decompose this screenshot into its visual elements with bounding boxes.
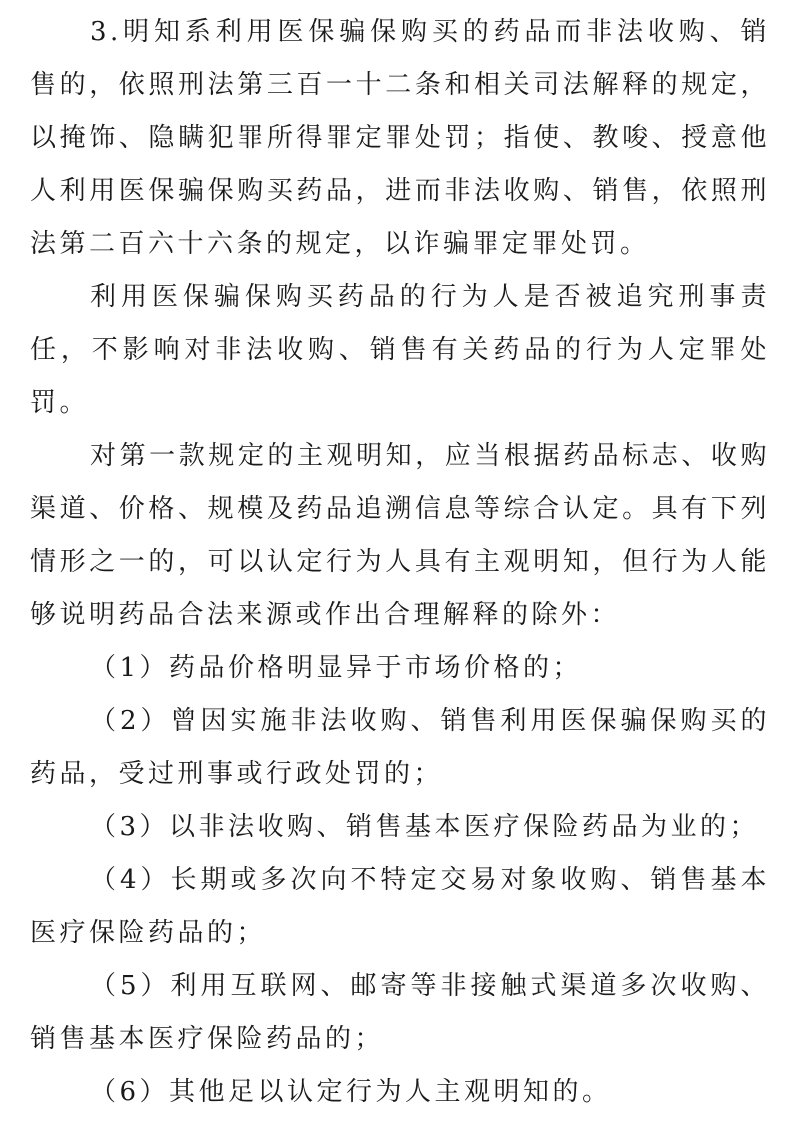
document-body	[30, 6, 770, 1119]
list-item-4: （4）长期或多次向不特定交易对象收购、销售基本医疗保险药品的；	[30, 865, 770, 948]
list-item-1: （1）药品价格明显异于市场价格的；	[90, 653, 583, 683]
list-item-6: （6）其他足以认定行为人主观明知的。	[90, 1077, 612, 1107]
list-item-5: （5）利用互联网、邮寄等非接触式渠道多次收购、销售基本医疗保险药品的；	[30, 971, 770, 1054]
paragraph-subjective-knowledge: 对第一款规定的主观明知，应当根据药品标志、收购渠道、价格、规模及药品追溯信息等综合认定。具有下列情形之一的，可以认定行为人具有主观明知，但行为人能够说明药品合法来源或作出合理解释的除外：	[30, 441, 770, 630]
list-item-2: （2）曾因实施非法收购、销售利用医保骗保购买的药品，受过刑事或行政处罚的；	[30, 706, 770, 789]
paragraph-item-3-knowing-purchase: 3.明知系利用医保骗保购买的药品而非法收购、销售的，依照刑法第三百一十二条和相关司法解释的规定，以掩饰、隐瞒犯罪所得罪定罪处罚；指使、教唆、授意他人利用医保骗保购买药品，进而非法收购、销售，依照刑法第二百六十六条的规定，以诈骗罪定罪处罚。	[30, 17, 770, 259]
paragraph-liability-independent: 利用医保骗保购买药品的行为人是否被追究刑事责任，不影响对非法收购、销售有关药品的行为人定罪处罚。	[30, 282, 770, 418]
list-item-3: （3）以非法收购、销售基本医疗保险药品为业的；	[90, 812, 760, 842]
